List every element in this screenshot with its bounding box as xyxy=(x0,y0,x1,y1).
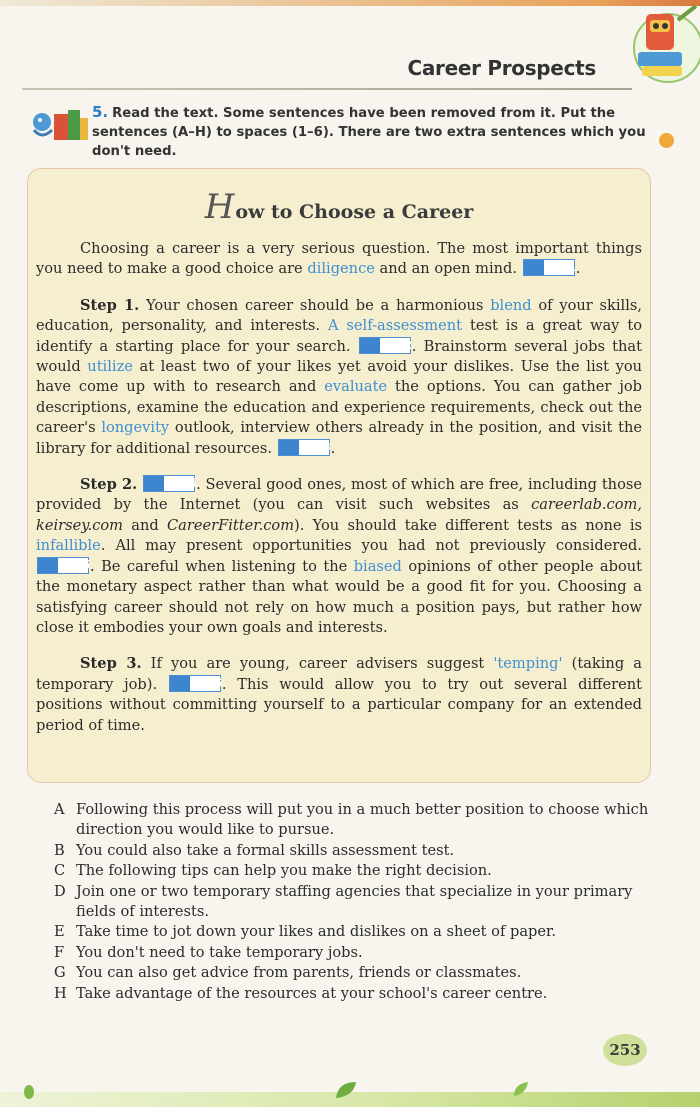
option-text: Take time to jot down your likes and dislikes on a sheet of paper. xyxy=(76,923,557,941)
answer-gap-2[interactable] xyxy=(359,337,411,354)
step-label: Step 3. xyxy=(80,655,142,673)
option-text: The following tips can help you make the right decision. xyxy=(76,862,492,880)
text-run: . xyxy=(330,439,336,457)
vocab-word: A self-assessment xyxy=(327,317,463,335)
vocab-word: infallible xyxy=(36,537,101,555)
gap-number: 3 xyxy=(279,440,299,455)
vocab-word: longevity xyxy=(101,419,170,437)
website-names: careerlab.com, keirsey.com xyxy=(36,496,642,534)
text-run: test is a great way to identify a starting place for your search. xyxy=(36,317,642,355)
step1-paragraph xyxy=(36,296,642,459)
gap-number: 2 xyxy=(360,338,380,353)
title-rest: ow to Choose a Career xyxy=(235,201,474,223)
option-letter: A xyxy=(54,801,65,818)
website-name: CareerFitter.com xyxy=(166,516,295,534)
gap-number: 1 xyxy=(524,260,544,275)
step2-paragraph xyxy=(36,475,642,638)
vocab-word: biased xyxy=(353,557,402,575)
option-letter: F xyxy=(54,943,65,961)
option-text: You can also get advice from parents, friends or classmates. xyxy=(76,964,522,982)
text-run: outlook, interview others already in the position, and visit the library for additional resources. xyxy=(36,419,642,457)
step3-paragraph xyxy=(36,654,642,736)
page-top-edge xyxy=(0,0,700,6)
vocab-word: diligence xyxy=(307,260,375,278)
option-text: You don't need to take temporary jobs. xyxy=(76,943,363,961)
text-run: opinions of other people about the monetary aspect rather than what would be a good fit for you. Choosing a satisfying career should not rely on how much a position pays, but rather how close it embodies your own goals and interests. xyxy=(36,557,642,636)
option-letter: H xyxy=(54,984,67,1002)
header-divider xyxy=(22,88,632,90)
option-text: Join one or two temporary staffing agencies that specialize in your primary fields of interests. xyxy=(76,882,633,921)
page-header-title: Career Prospects xyxy=(407,56,596,80)
text-run: and an open mind. xyxy=(374,260,522,278)
option-letter: D xyxy=(54,882,66,900)
reading-text-box xyxy=(27,168,651,783)
intro-paragraph xyxy=(36,239,642,280)
option-text: You could also take a formal skills assessment test. xyxy=(76,841,455,859)
text-run: . xyxy=(575,260,581,278)
option-b xyxy=(54,841,654,861)
option-text: Take advantage of the resources at your school's career centre. xyxy=(76,984,548,1002)
option-letter: G xyxy=(54,964,66,982)
gap-number: 4 xyxy=(144,476,164,491)
vocab-word: 'temping' xyxy=(493,655,563,673)
option-g xyxy=(54,963,654,983)
vocab-word: evaluate xyxy=(324,378,388,396)
option-letter: E xyxy=(54,923,65,941)
option-a xyxy=(54,800,654,841)
text-run: . Several good ones, most of which are free, including those provided by the Internet (you can visit such websites as xyxy=(36,476,642,514)
option-letter: B xyxy=(54,841,65,859)
task-instruction-text: Read the text. Some sentences have been removed from it. Put the sentences (A–H) to spaces (1–6). There are two extra sentences which you don't need. xyxy=(92,106,646,159)
gap-number: 5 xyxy=(38,558,58,573)
option-text: Following this process will put you in a much better position to choose which direction you would like to pursue. xyxy=(76,801,649,839)
answer-gap-6[interactable] xyxy=(169,675,221,692)
option-e xyxy=(54,922,654,942)
answer-gap-3[interactable] xyxy=(278,439,330,456)
leaf-icon xyxy=(22,1084,36,1100)
text-run: . This would allow you to try out several different positions without committing yourself to a particular company for an extended period of time. xyxy=(36,675,642,734)
option-c xyxy=(54,861,654,881)
task-number: 5. xyxy=(92,103,109,121)
answer-gap-5[interactable] xyxy=(37,557,89,574)
text-run: the options. You can gather job descriptions, examine the education and experience requirements, check out the career's xyxy=(36,378,642,437)
option-f xyxy=(54,943,654,963)
title-initial: H xyxy=(204,187,235,227)
text-run: (taking a temporary job). xyxy=(36,655,642,693)
text-run: Your chosen career should be a harmonious xyxy=(139,296,491,314)
text-run: . Be careful when listening to the xyxy=(90,557,354,575)
task-instructions xyxy=(92,103,662,161)
option-letter: C xyxy=(54,862,66,880)
leaf-icon xyxy=(334,1080,358,1100)
leaf-icon xyxy=(512,1080,530,1098)
books-mascot-icon xyxy=(28,100,90,144)
answer-gap-1[interactable] xyxy=(523,259,575,276)
text-run: If you are young, career advisers suggest xyxy=(141,655,494,673)
step-label: Step 2. xyxy=(80,476,138,494)
decorative-dot xyxy=(659,133,674,148)
school-bag-illustration-icon xyxy=(608,0,700,92)
text-run: of your skills, education, personality, and interests. xyxy=(36,296,642,335)
vocab-word: utilize xyxy=(87,358,133,376)
text-run: ). You should take different tests as none is xyxy=(294,516,642,534)
gap-number: 6 xyxy=(170,676,190,691)
article-title xyxy=(36,187,642,227)
option-d xyxy=(54,882,654,923)
text-run: . Brainstorm several jobs that would xyxy=(36,337,642,376)
text-run: Choosing a career is a very serious question. The most important things you need to make a good choice are xyxy=(36,240,642,278)
page-number: 253 xyxy=(603,1034,647,1066)
text-run: . All may present opportunities you had not previously considered. xyxy=(100,537,642,555)
answer-gap-4[interactable] xyxy=(143,475,195,492)
answer-options-list xyxy=(54,800,654,1004)
text-run: and xyxy=(123,516,167,534)
text-run: at least two of your likes yet avoid your dislikes. Use the list you have come up with to research and xyxy=(36,358,643,396)
vocab-word: blend xyxy=(490,296,532,314)
step-label: Step 1. xyxy=(80,296,140,314)
option-h xyxy=(54,984,654,1004)
